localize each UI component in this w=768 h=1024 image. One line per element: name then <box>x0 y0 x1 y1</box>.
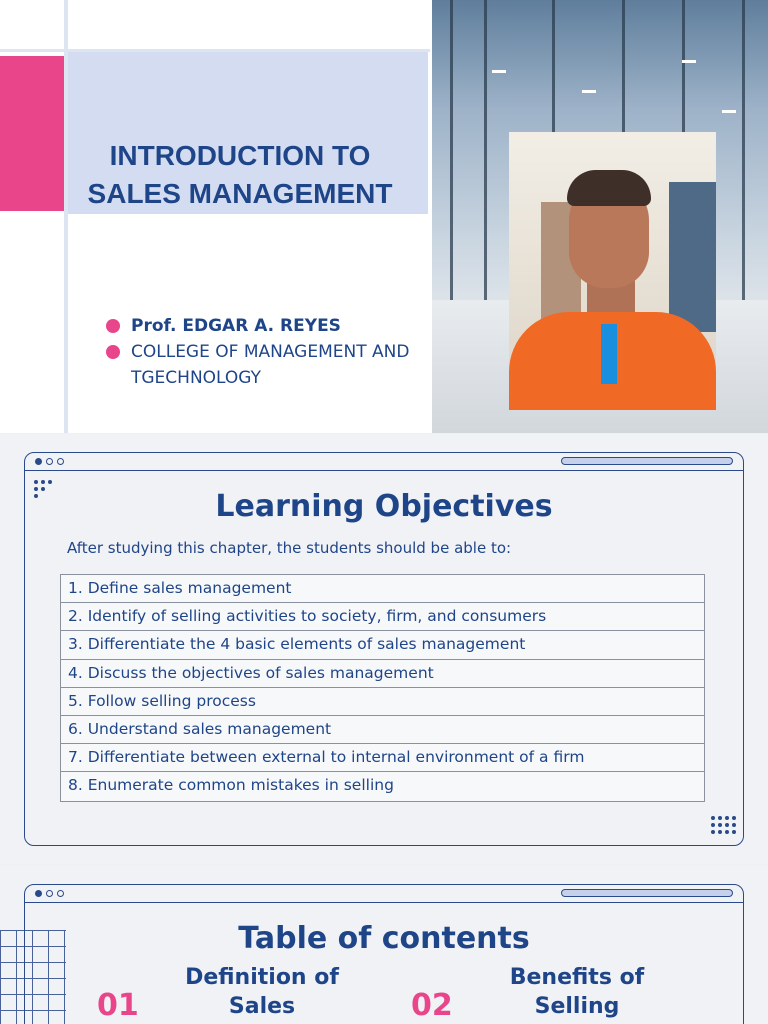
table-row: 4. Discuss the objectives of sales management <box>61 660 704 688</box>
dots-decoration-icon <box>711 816 736 834</box>
window-dot-icon <box>46 890 53 897</box>
table-row: 2. Identify of selling activities to society, firm, and consumers <box>61 603 704 631</box>
bullet-dot-icon <box>106 319 120 333</box>
table-row: 1. Define sales management <box>61 575 704 603</box>
window-title-bar <box>25 885 743 903</box>
table-of-contents-slide <box>0 866 768 1024</box>
window-dot-icon <box>46 458 53 465</box>
title-slide <box>0 0 768 433</box>
horizontal-divider <box>0 49 430 52</box>
presenter-photo <box>509 132 716 410</box>
window-title-bar <box>25 453 743 471</box>
bullet-dot-icon <box>106 345 120 359</box>
window-address-pill <box>561 889 733 897</box>
window-dot-icon <box>57 890 64 897</box>
table-row: 7. Differentiate between external to internal environment of a firm <box>61 744 704 772</box>
table-row: 3. Differentiate the 4 basic elements of sales management <box>61 631 704 659</box>
intro-text: After studying this chapter, the students should be able to: <box>67 539 512 557</box>
table-row: 5. Follow selling process <box>61 688 704 716</box>
toc-label: Definition of Sales <box>185 965 339 1019</box>
window-dot-icon <box>35 458 42 465</box>
college-bullet <box>106 339 426 391</box>
learning-objectives-slide <box>0 434 768 864</box>
slide-title: INTRODUCTION TO SALES MANAGEMENT <box>87 140 393 209</box>
toc-number: 01 <box>97 988 139 1023</box>
table-row: 8. Enumerate common mistakes in selling <box>61 772 704 800</box>
section-title: Table of contents <box>238 921 530 956</box>
presenter-name: Prof. EDGAR A. REYES <box>131 316 341 336</box>
table-row: 6. Understand sales management <box>61 716 704 744</box>
toc-number: 02 <box>411 988 453 1023</box>
college-name: COLLEGE OF MANAGEMENT AND TGECHNOLOGY <box>131 342 410 388</box>
presenter-bullet <box>106 313 426 339</box>
toc-label: Benefits of Selling <box>509 965 645 1019</box>
vertical-divider <box>64 0 68 433</box>
section-title: Learning Objectives <box>215 489 553 524</box>
pink-accent-block <box>0 56 64 211</box>
presenter-info <box>106 313 426 391</box>
objectives-table <box>60 574 705 802</box>
window-dot-icon <box>57 458 64 465</box>
window-dot-icon <box>35 890 42 897</box>
window-address-pill <box>561 457 733 465</box>
